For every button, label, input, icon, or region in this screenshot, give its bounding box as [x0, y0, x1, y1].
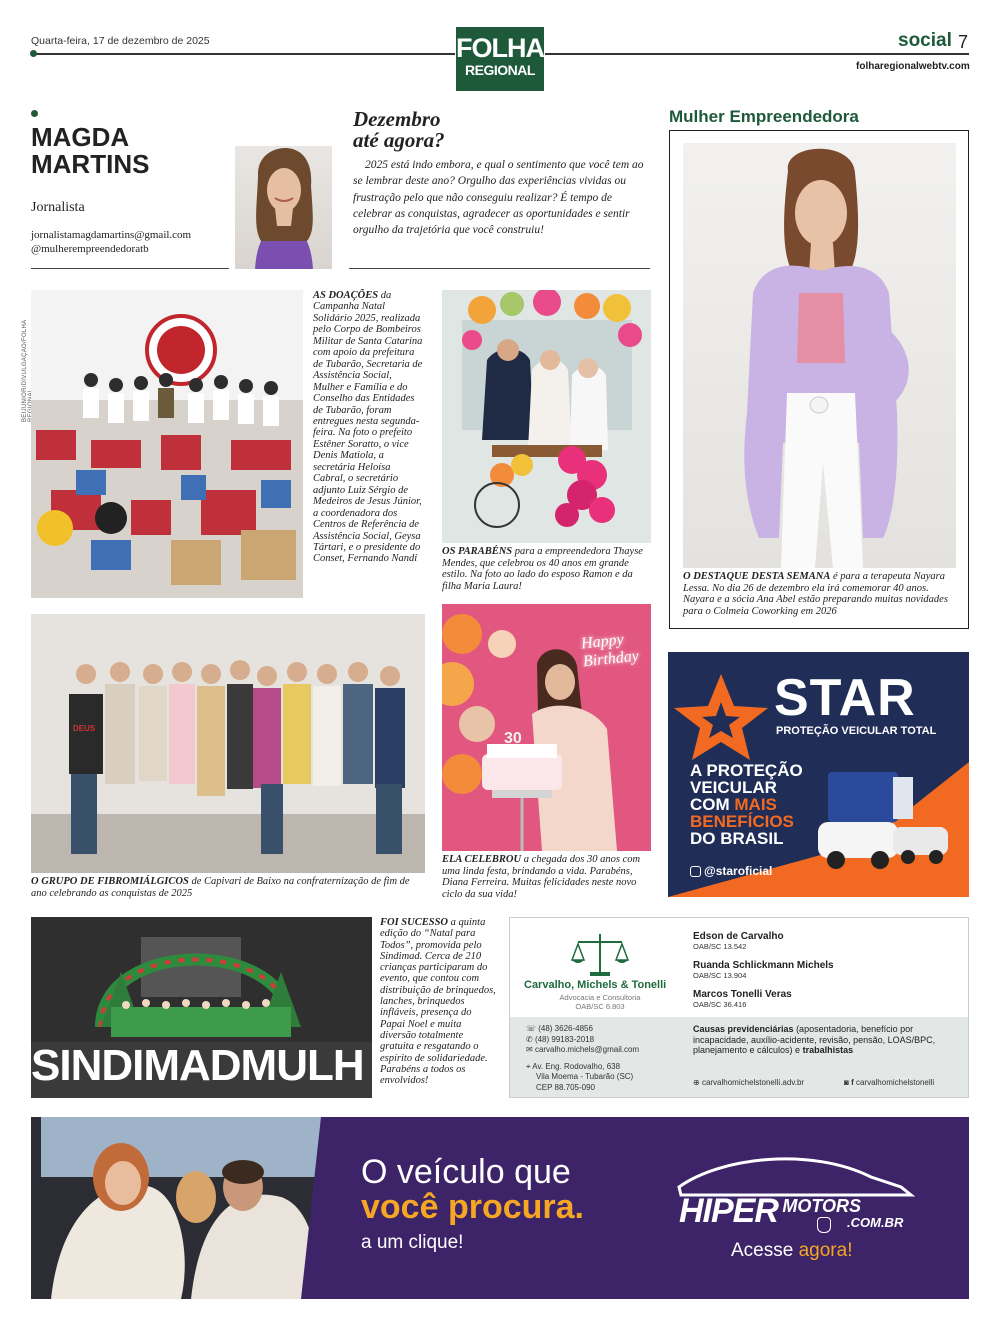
star-handle[interactable]: @staroficial — [704, 864, 773, 878]
section-name: social — [898, 30, 952, 51]
pointer-hand-icon — [817, 1217, 831, 1233]
hiper-cta-b: agora! — [798, 1240, 853, 1261]
law-areas-lead: Causas previdenciárias — [693, 1024, 794, 1034]
law-lawyer-3-oab: OAB/SC 36.416 — [693, 1000, 747, 1009]
law-firm-subtitle: Advocacia e Consultoria — [559, 993, 641, 1002]
law-social: carvalhomichelstonelli — [855, 1078, 935, 1087]
feature-heading: Mulher Empreendedora — [669, 107, 859, 126]
law-lawyer-1-oab: OAB/SC 13.542 — [693, 942, 747, 951]
columnist-portrait-art — [235, 146, 332, 269]
feature-portrait — [683, 143, 956, 568]
header-dot-left — [30, 50, 37, 57]
editorial-title — [353, 109, 445, 151]
celebrou-neon-sign: Happy Birthday — [580, 631, 640, 671]
star-instagram-icon — [690, 866, 701, 877]
feature-caption-lead: O DESTAQUE DESTA SEMANA — [683, 571, 831, 582]
celebrou-cake-number: 30 — [504, 730, 522, 747]
star-ad[interactable] — [668, 652, 969, 897]
logo-folha: FOLHA — [456, 33, 544, 63]
hiper-domain: .COM.BR — [847, 1215, 904, 1230]
law-contacts — [526, 1024, 639, 1093]
celebrou-caption-lead: ELA CELEBROU — [442, 854, 522, 865]
doacoes-caption-body: da Campanha Natal Solidário 2025, realizada pelo Corpo de Bombeiros Militar de Santa Catarina com apoio da prefeitura de Tubarão, Secretaria de Assistência Social, Mulher e Família e do Conselho das Entidades de Tubarão, foram entregues nesta segunda-feira. Na foto o prefeito Estêner Soratto, o vice Denis Matiola, a secretária Heloísa Cabral, o secretário adjunto Luiz Sérgio de Medeiros de Jesus Júnior, a coordenadora dos Centros de Referência de Assistência Social, Geysa Tártari, e o presidente do Conset, Fernando Nandi — [313, 290, 423, 565]
hiper-logo — [679, 1192, 861, 1231]
phone-icon: ☏ — [526, 1024, 539, 1033]
law-whatsapp-row[interactable] — [526, 1035, 639, 1046]
doacoes-caption — [313, 290, 425, 565]
law-website: carvalhomichelstonelli.adv.br — [701, 1078, 805, 1087]
star-tagline: PROTEÇÃO VEICULAR TOTAL — [776, 725, 937, 737]
law-lawyer-3-name: Marcos Tonelli Veras — [693, 989, 792, 1000]
columnist-name-line1: MAGDA — [31, 122, 130, 152]
hiper-brand2: MOTORS — [782, 1196, 862, 1216]
fibromialgicos-caption-body: de Capivari de Baixo na confraternização de fim de ano celebrando as conquistas de 2025 — [31, 876, 410, 899]
columnist-role: Jornalista — [31, 200, 85, 215]
columnist-portrait — [235, 146, 332, 269]
law-phone-row[interactable] — [526, 1024, 639, 1035]
hiper-line2: você procura. — [361, 1188, 584, 1226]
star-headline-3 — [690, 796, 803, 813]
editorial-title-line2: até agora? — [353, 128, 445, 152]
star-brand: STAR — [774, 669, 916, 727]
law-ad[interactable] — [509, 917, 969, 1098]
star-headline-3b: MAIS — [734, 795, 777, 814]
location-pin-icon: ⌖ — [526, 1061, 533, 1071]
celebrou-caption — [442, 854, 652, 900]
sindimad-letters: SINDIMADMULH — [31, 1041, 364, 1090]
fibromialgicos-shirt-text: DEUS — [73, 724, 96, 733]
feature-portrait-art — [683, 143, 956, 568]
law-lawyer-1-name: Edson de Carvalho — [693, 931, 784, 942]
editorial-rule — [349, 268, 650, 269]
law-social-row[interactable] — [844, 1078, 934, 1087]
columnist-rule — [31, 268, 229, 269]
sindimad-caption-lead: FOI SUCESSO — [380, 917, 448, 928]
hiper-cta[interactable] — [731, 1240, 852, 1262]
doacoes-photo-art — [31, 290, 303, 598]
parabens-caption-lead: OS PARABÉNS — [442, 546, 513, 557]
columnist-name-line2: MARTINS — [31, 149, 150, 179]
feature-caption-body: é para a terapeuta Nayara Lessa. No dia 26 de dezembro ela irá comemorar 40 anos. Nayara e a sócia Ana Abel estão preparando muitas novidades para o Colmeia Coworking em 2026 — [683, 571, 948, 617]
columnist-dot — [31, 110, 38, 117]
parabens-caption-body: para a empreendedora Thayse Mendes, que celebrou os 40 anos em grande estilo. Na foto ao lado do esposo Ramon e da filha Maria Laura! — [442, 546, 643, 592]
star-headline-3a: COM — [690, 795, 735, 814]
star-headline-4: BENEFÍCIOS — [690, 812, 794, 831]
feature-caption — [683, 571, 959, 617]
law-phone2: (48) 99183-2018 — [534, 1034, 595, 1044]
header-rule-right — [545, 53, 969, 55]
photo-credit: BEIJÚNIOR/DIVULGAÇÃO/FOLHA — [22, 319, 28, 422]
facebook-icon: f — [848, 1078, 856, 1087]
fibromialgicos-photo-art — [31, 614, 425, 873]
logo-regional: REGIONAL — [465, 62, 535, 78]
law-address-row — [526, 1062, 639, 1094]
law-address1: Av. Eng. Rodovalho, 638 — [532, 1061, 621, 1071]
star-headline-2: VEICULAR — [690, 778, 777, 797]
star-headline — [690, 762, 803, 847]
doacoes-photo — [31, 290, 303, 598]
doacoes-caption-lead: AS DOAÇÕES — [313, 290, 379, 301]
header-website: folharegionalwebtv.com — [856, 61, 970, 72]
hiper-headline — [361, 1155, 584, 1225]
law-address3: CEP 88.705-090 — [536, 1082, 596, 1092]
sindimad-caption — [380, 917, 498, 1086]
hiper-line1: O veículo que — [361, 1153, 571, 1191]
sindimad-photo — [31, 917, 372, 1098]
hiper-ad[interactable] — [31, 1117, 969, 1299]
whatsapp-icon: ✆ — [526, 1034, 535, 1044]
law-email: carvalho.michels@gmail.com — [534, 1045, 640, 1054]
scales-of-justice-icon — [570, 932, 630, 978]
editorial-body: 2025 está indo embora, e qual o sentimento que você tem ao se lembrar deste ano? Orgulho das experiências vividas ou frustração pelo que não conseguiu realizar? É tempo de celebrar as conquistas, agradecer as oportunidades e sentir orgulho da trajetória que você construiu! — [353, 159, 644, 237]
parabens-caption — [442, 546, 652, 592]
issue-date: Quarta-feira, 17 de dezembro de 2025 — [31, 35, 210, 47]
law-firm-name: Carvalho, Michels & Tonelli — [524, 979, 667, 991]
page-number: 7 — [958, 32, 969, 52]
parabens-photo-art — [442, 290, 651, 543]
law-areas-tail: trabalhistas — [802, 1045, 854, 1056]
sindimad-caption-body: a quinta edição do “Natal para Todos”, promovida pelo Sindimad. Cerca de 210 crianças participaram do evento, que contou com distribuição de brinquedos, lanches, brinquedos infláveis, presença do Papai Noel e muita diversão totalmente gratuita e resgatando o espírito de solidariedade. Parabéns a todos os envolvidos! — [380, 917, 496, 1087]
columnist-name — [31, 124, 149, 178]
columnist-instagram[interactable]: @mulherempreendedoratb — [31, 243, 149, 255]
law-lawyer-2-oab: OAB/SC 13.904 — [693, 971, 747, 980]
law-address2: Vila Moema - Tubarão (SC) — [536, 1072, 634, 1081]
law-email-row[interactable] — [526, 1045, 639, 1056]
law-website-row[interactable] — [693, 1078, 804, 1087]
hiper-cta-a: Acesse — [731, 1240, 799, 1261]
hiper-brand: HIPER — [679, 1192, 778, 1230]
mail-icon: ✉ — [526, 1045, 535, 1054]
law-lawyer-list — [693, 931, 834, 1009]
hiper-line3: a um clique! — [361, 1232, 464, 1253]
fibromialgicos-caption-lead: O GRUPO DE FIBROMIÁLGICOS — [31, 876, 189, 887]
globe-icon: ⊕ — [693, 1078, 702, 1087]
celebrou-photo — [442, 604, 651, 851]
instagram-icon: ◙ — [844, 1078, 849, 1087]
header-rule-left — [31, 53, 455, 55]
columnist-email[interactable]: jornalistamagdamartins@gmail.com — [31, 229, 192, 241]
editorial-title-line1: Dezembro — [353, 107, 441, 131]
law-firm-oab: OAB/SC 6.803 — [575, 1002, 625, 1011]
law-practice-areas — [693, 1024, 961, 1056]
newspaper-logo[interactable] — [456, 27, 544, 91]
parabens-photo — [442, 290, 651, 543]
law-lawyer-2-name: Ruanda Schlickmann Michels — [693, 960, 834, 971]
law-phone1: (48) 3626-4856 — [538, 1024, 593, 1033]
celebrou-caption-body: a chegada dos 30 anos com uma linda festa, brindando a vida. Parabéns, Diana Ferreira. Muitas felicidades neste novo ciclo da sua vida! — [442, 854, 641, 900]
fibromialgicos-caption — [31, 876, 425, 899]
star-headline-5: DO BRASIL — [690, 829, 784, 848]
law-areas-body: (aposentadoria, benefício por incapacidade, auxílio-acidente, revisão, pensão, LOAS/BPC, planejamento e cálculos) e — [693, 1024, 936, 1056]
star-headline-1: A PROTEÇÃO — [690, 761, 803, 780]
fibromialgicos-photo — [31, 614, 425, 873]
